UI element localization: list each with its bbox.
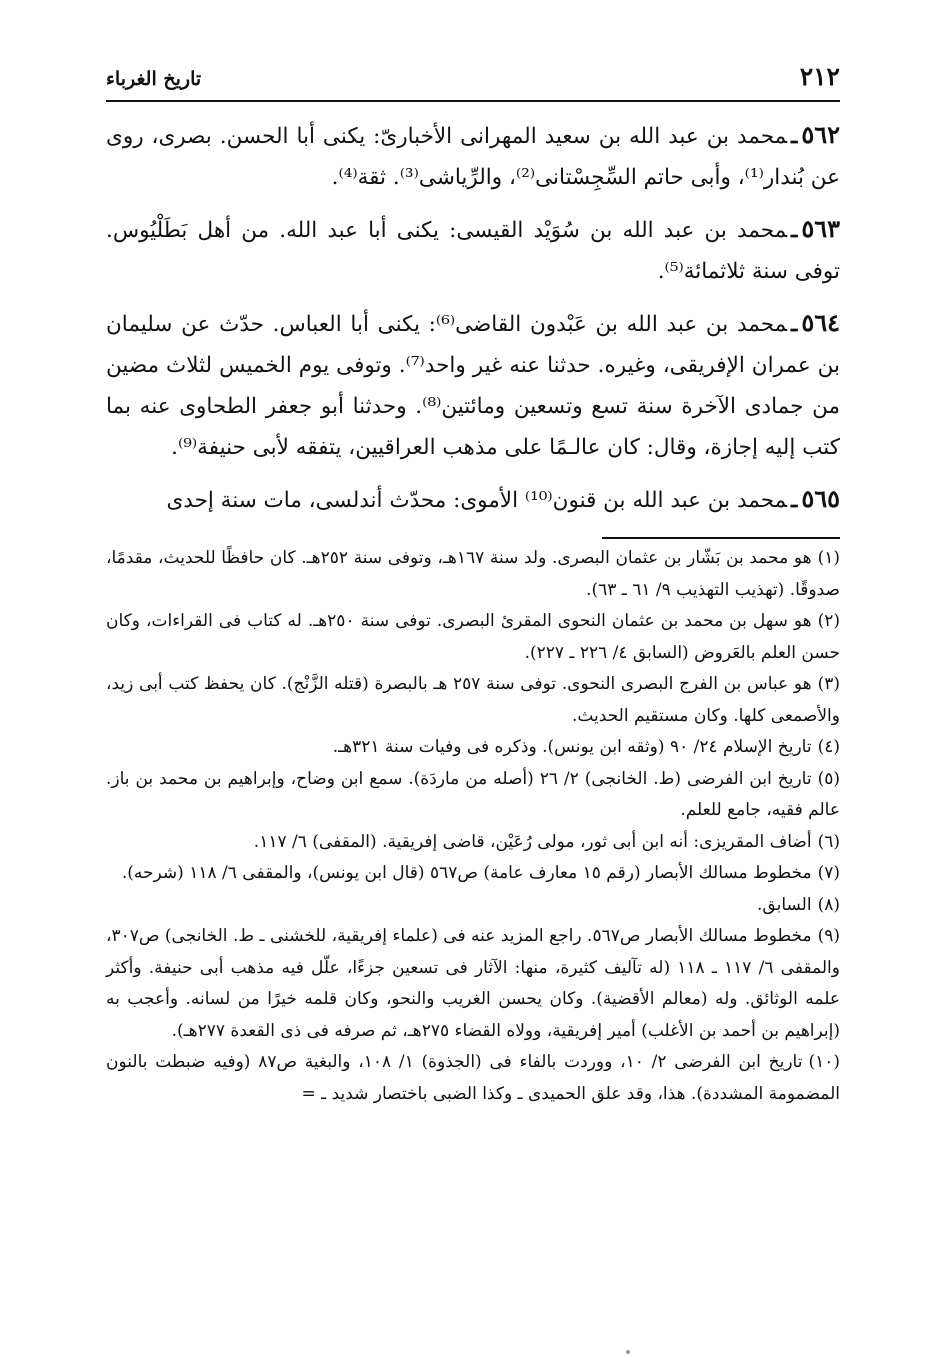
footnote-text: تاريخ ابن الفرضى (ط. الخانجى) ٢/ ٢٦ (أصله من ماردَة). سمع ابن وضاح، وإبراهيم بن محمد بن باز. عالم فقيه، جامع للعلم.	[106, 768, 840, 820]
footnote-number: (١)	[817, 548, 840, 568]
footnote-9	[106, 921, 840, 1047]
footnote-text: هو سهل بن محمد بن عثمان النحوى المقرئ البصرى. توفى سنة ٢٥٠هـ. له كتاب فى القراءات، وكان حسن العلم بالعَروض (السابق ٤/ ٢٢٦ ـ ٢٢٧).	[106, 611, 840, 663]
running-title: تاريخ الغرباء	[106, 68, 202, 90]
footnote-text: مخطوط مسالك الأبصار (رقم ١٥ معارف عامة) ص٥٦٧ (قال ابن يونس)، والمقفى ٦/ ١١٨ (شرحه).	[121, 863, 812, 883]
entry-number: ٥٦٣	[801, 214, 840, 243]
footnote-text: أضاف المقريزى: أنه ابن أبى ثور، مولى رُعَيْن، قاضى إفريقية. (المقفى) ٦/ ١١٧.	[253, 831, 812, 852]
footnote-number: (٩)	[817, 926, 840, 946]
footnote-number: (٢)	[817, 611, 840, 631]
entry-dash: ـ	[791, 312, 798, 337]
footnote-4	[106, 732, 840, 764]
footnote-number: (٤)	[817, 737, 840, 757]
footnote-text: مخطوط مسالك الأبصار ص٥٦٧. راجع المزيد عنه فى (علماء إفريقية، للخشنى ـ ط. الخانجى) ص٣٠٧، والمقفى ٦/ ١١٧ ـ ١١٨ (له تآليف كثيرة، منها: الآثار فى تسعين جزءًا، علّل فيه مذهب أبى حنيفة. وأكثر علمه الوثائق. وله (معالم الأقضية). وكان يحسن الغريب والنحو، وكان قلمه خيرًا من لسانه. وأعجب به (إبراهيم بن أحمد بن الأغلب) أمير إفريقية، وولاه القضاء ٢٧٥هـ، ثم صرفه فى ذى القعدة ٢٧٧هـ).	[106, 926, 840, 1041]
scan-speck	[626, 1350, 630, 1354]
footnote-6	[106, 827, 840, 859]
entry-number: ٥٦٢	[801, 120, 840, 149]
entry-text: محمد بن عبد الله بن عَبْدون القاضى⁽⁶⁾: يكنى أبا العباس. حدّث عن سليمان بن عمران الإفريقى، وغيره. حدثنا عنه غير واحد⁽⁷⁾. وتوفى يوم الخميس لثلاث مضين من جمادى الآخرة سنة تسع وتسعين ومائتين⁽⁸⁾. وحدثنا أبو جعفر الطحاوى عنه بما كتب إليه إجازة، وقال: كان عالـمًا على مذهب العراقيين، يتفقه لأبى حنيفة⁽⁹⁾.	[106, 312, 840, 460]
footnote-text: السابق.	[757, 894, 812, 915]
footnote-text: هو محمد بن بَشّار بن عثمان البصرى. ولد سنة ١٦٧هـ، وتوفى سنة ٢٥٢هـ. كان حافظًا للحديث، مقدمًا، صدوقًا. (تهذيب التهذيب ٩/ ٦١ ـ ٦٣).	[106, 548, 840, 600]
footnote-7	[106, 858, 840, 890]
entry-562	[106, 114, 840, 198]
page-header	[106, 62, 840, 102]
entry-565	[106, 478, 840, 521]
footnote-1	[106, 543, 840, 606]
entry-text: محمد بن عبد الله بن سعيد المهرانى الأخبارىّ: يكنى أبا الحسن. بصرى، روى عن بُندار⁽¹⁾، وأبى حاتم السِّجِسْتانى⁽²⁾، والرِّياشى⁽³⁾. ثقة⁽⁴⁾.	[106, 124, 840, 190]
footnote-number: (١٠)	[808, 1052, 841, 1072]
footnote-number: (٧)	[817, 863, 840, 883]
footnote-separator	[602, 537, 840, 539]
entry-564	[106, 302, 840, 468]
footnote-8	[106, 890, 840, 922]
footnote-number: (٣)	[817, 674, 841, 694]
entry-dash: ـ	[791, 124, 798, 149]
footnote-text: تاريخ الإسلام ٢٤/ ٩٠ (وثقه ابن يونس). وذكره فى وفيات سنة ٣٢١هـ.	[332, 737, 812, 757]
entry-number: ٥٦٥	[801, 484, 840, 513]
entry-dash: ـ	[791, 218, 798, 243]
biography-entries	[106, 114, 840, 521]
entry-563	[106, 208, 840, 292]
footnote-5	[106, 764, 840, 827]
entry-dash: ـ	[791, 488, 798, 513]
footnotes	[106, 543, 840, 1110]
footnote-text: تاريخ ابن الفرضى ٢/ ١٠، ووردت بالفاء فى (الجذوة) ١/ ١٠٨، والبغية ص٨٧ (وفيه ضبطت بالنون المضمومة المشددة). هذا، وقد علق الحميدى ـ وكذا الضبى باختصار شديد ـ =	[106, 1052, 840, 1104]
entry-text: محمد بن عبد الله بن سُوَيْد القيسى: يكنى أبا عبد الله. من أهل بَطَلْيُوس. توفى سنة ثلاثمائة⁽⁵⁾.	[106, 218, 840, 284]
footnote-number: (٦)	[817, 831, 840, 852]
footnote-2	[106, 606, 840, 669]
footnote-number: (٨)	[817, 894, 840, 915]
footnote-text: هو عباس بن الفرج البصرى النحوى. توفى سنة ٢٥٧ هـ بالبصرة (قتله الزَّنْج). كان يحفظ كتب أبى زيد، والأصمعى كلها. وكان مستقيم الحديث.	[106, 674, 840, 726]
footnote-10	[106, 1047, 840, 1110]
page-number: ٢١٢	[799, 62, 840, 91]
entry-text: محمد بن عبد الله بن قنون⁽¹⁰⁾ الأموى: محدّث أندلسى، مات سنة إحدى	[166, 488, 788, 513]
entry-number: ٥٦٤	[801, 308, 841, 337]
footnote-number: (٥)	[817, 768, 840, 789]
footnote-3	[106, 669, 840, 732]
footnote-separator-wrap	[106, 531, 840, 543]
